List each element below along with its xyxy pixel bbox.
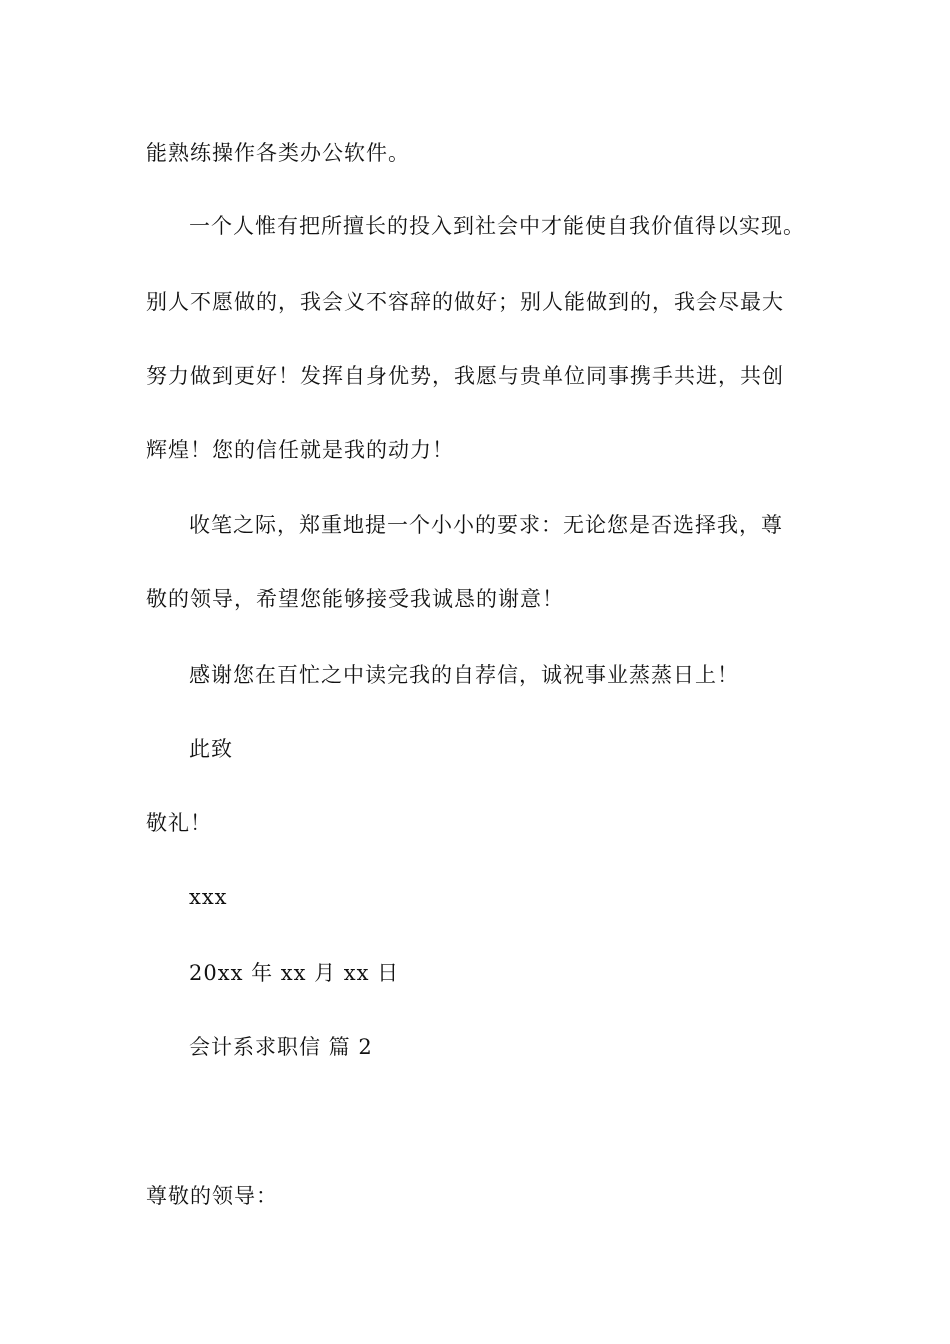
closing-regards: 敬礼！ — [146, 811, 212, 835]
closing-salutation: 此致 — [189, 737, 233, 761]
paragraph-line: 感谢您在百忙之中读完我的自荐信，诚祝事业蒸蒸日上！ — [189, 663, 739, 687]
signature-date: 20xx 年 xx 月 xx 日 — [189, 961, 400, 985]
paragraph-line: 努力做到更好！发挥自身优势，我愿与贵单位同事携手共进，共创 — [146, 364, 784, 388]
paragraph-line: 一个人惟有把所擅长的投入到社会中才能使自我价值得以实现。 — [189, 214, 805, 238]
paragraph-line: 能熟练操作各类办公软件。 — [146, 141, 410, 165]
paragraph-line: 敬的领导，希望您能够接受我诚恳的谢意！ — [146, 587, 564, 611]
greeting-line: 尊敬的领导： — [146, 1184, 278, 1208]
section-heading: 会计系求职信 篇 2 — [189, 1035, 373, 1059]
signature-name: xxx — [189, 885, 228, 909]
paragraph-line: 辉煌！您的信任就是我的动力！ — [146, 438, 454, 462]
paragraph-line: 别人不愿做的，我会义不容辞的做好；别人能做到的，我会尽最大 — [146, 290, 784, 314]
paragraph-line: 收笔之际，郑重地提一个小小的要求：无论您是否选择我，尊 — [189, 513, 783, 537]
